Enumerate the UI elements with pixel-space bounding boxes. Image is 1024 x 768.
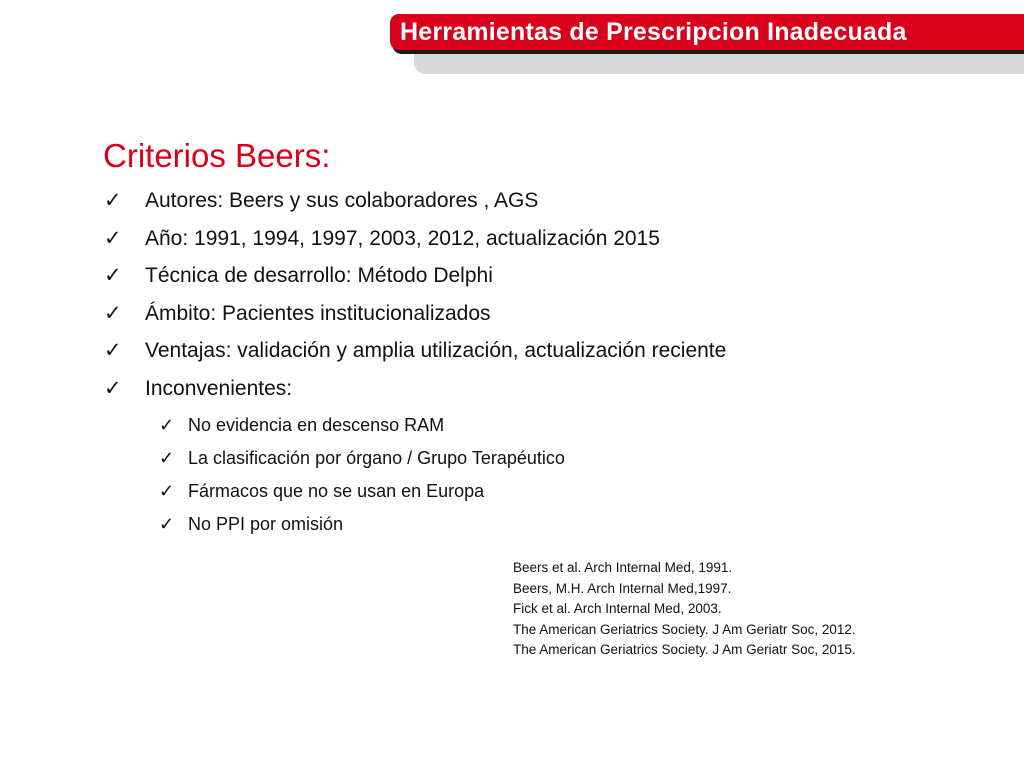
reference-line: Beers et al. Arch Internal Med, 1991. bbox=[513, 560, 733, 575]
list-item: ✓ Ámbito: Pacientes institucionalizados bbox=[103, 295, 983, 333]
check-mark-icon: ✓ bbox=[159, 481, 175, 501]
check-mark-icon: ✓ bbox=[104, 226, 122, 250]
list-item: ✓ Autores: Beers y sus colaboradores , AGS bbox=[103, 182, 983, 220]
list-item: ✓ Inconvenientes: bbox=[103, 370, 983, 408]
sublist-item: ✓ La clasificación por órgano / Grupo Terapéutico bbox=[145, 442, 983, 475]
sublist-item: ✓ No PPI por omisión bbox=[145, 508, 983, 541]
drawbacks-sublist bbox=[103, 409, 983, 541]
check-mark-icon: ✓ bbox=[159, 448, 175, 468]
list-item: ✓ Ventajas: validación y amplia utilización, actualización reciente bbox=[103, 332, 983, 370]
main-content bbox=[103, 136, 983, 541]
sublist-item: ✓ Fármacos que no se usan en Europa bbox=[145, 475, 983, 508]
references bbox=[513, 558, 993, 661]
check-mark-icon: ✓ bbox=[159, 514, 175, 534]
check-mark-icon: ✓ bbox=[104, 376, 122, 400]
reference-line: Beers, M.H. Arch Internal Med,1997. bbox=[513, 580, 732, 596]
check-mark-icon: ✓ bbox=[104, 301, 122, 325]
check-mark-icon: ✓ bbox=[159, 415, 175, 435]
list-item: ✓ Técnica de desarrollo: Método Delphi bbox=[103, 257, 983, 295]
page-title: Herramientas de Prescripcion Inadecuada bbox=[400, 17, 907, 46]
header-banner bbox=[390, 14, 1024, 50]
check-mark-icon: ✓ bbox=[104, 189, 122, 212]
check-mark-icon: ✓ bbox=[104, 339, 122, 362]
criteria-list bbox=[103, 182, 983, 407]
reference-line: The American Geriatrics Society. J Am Geriatr Soc, 2015. bbox=[513, 642, 856, 657]
check-mark-icon: ✓ bbox=[104, 264, 122, 287]
sublist-item: ✓ No evidencia en descenso RAM bbox=[145, 409, 983, 442]
list-item: ✓ Año: 1991, 1994, 1997, 2003, 2012, actualización 2015 bbox=[103, 220, 983, 258]
reference-line: Fick et al. Arch Internal Med, 2003. bbox=[513, 601, 722, 616]
section-title: Criterios Beers: bbox=[103, 137, 331, 174]
reference-line: The American Geriatrics Society. J Am Geriatr Soc, 2012. bbox=[513, 621, 856, 637]
